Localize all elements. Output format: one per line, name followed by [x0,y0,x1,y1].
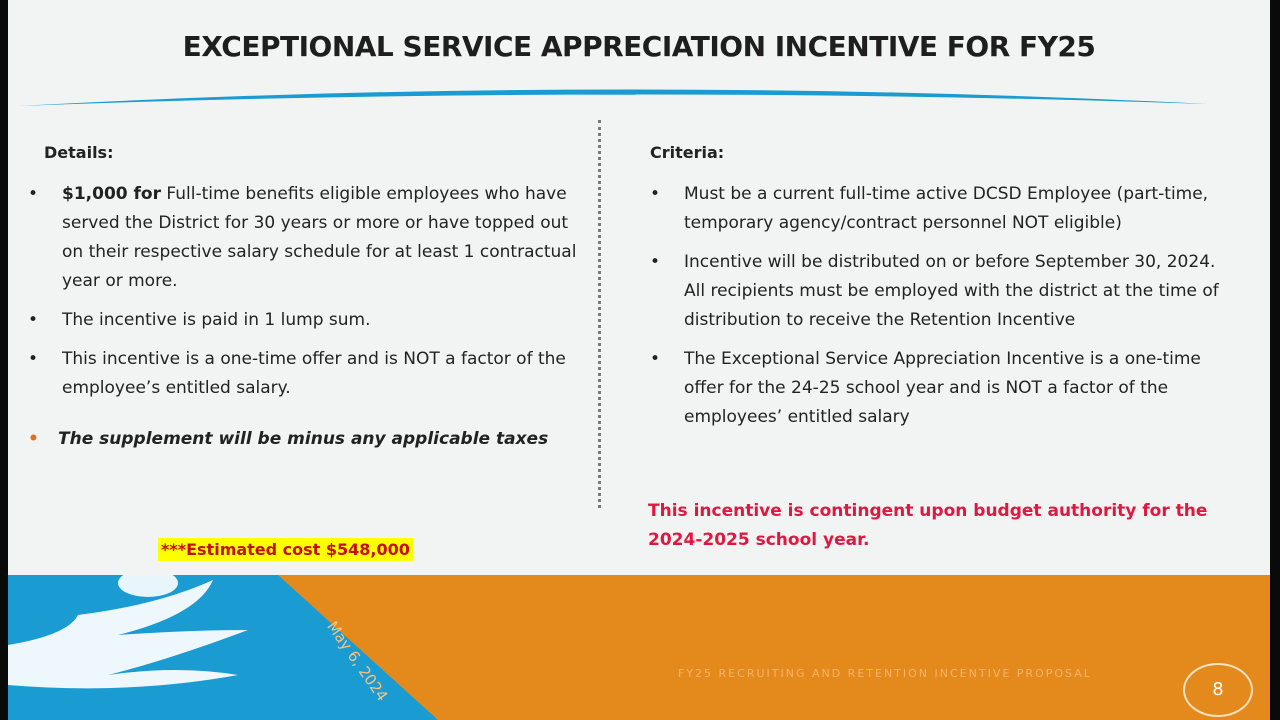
criteria-item [648,248,1238,335]
bullet-icon: • [650,184,661,204]
details-item [28,345,588,403]
bullet-icon: • [650,252,661,272]
presentation-date: May 6, 2024 [323,618,392,705]
criteria-column [648,143,1238,442]
details-item-text: Full-time benefits eligible employees who have served the District for 30 years or more or have topped out on their respective salary schedule for at least 1 contractual year or more. [62,184,577,291]
criteria-item-text: The Exceptional Service Appreciation Incentive is a one-time offer for the 24-25 school year and is NOT a factor of the employees’ entitled salary [684,349,1201,427]
details-list [28,180,588,403]
bullet-icon: • [28,349,39,369]
tax-note-text: The supplement will be minus any applicable taxes [58,429,549,449]
details-heading: Details: [44,143,114,162]
page-number: 8 [1183,663,1253,717]
criteria-item-text: Must be a current full-time active DCSD Employee (part-time, temporary agency/contract personnel NOT eligible) [684,184,1209,233]
column-divider [598,120,601,508]
title-underline-swoosh [8,78,1270,118]
slide-title: EXCEPTIONAL SERVICE APPRECIATION INCENTIVE FOR FY25 [182,30,1096,63]
criteria-heading: Criteria: [650,143,725,162]
bullet-icon: • [28,310,39,330]
slide [8,0,1270,720]
bullet-icon: • [28,429,39,449]
details-item [28,180,588,296]
details-item-text: The incentive is paid in 1 lump sum. [62,310,371,330]
criteria-item [648,180,1238,238]
bullet-icon: • [28,184,39,204]
details-column [28,143,588,449]
bullet-icon: • [650,349,661,369]
details-item-text: This incentive is a one-time offer and is NOT a factor of the employee’s entitled salary. [62,349,566,398]
footer-caption: FY25 RECRUITING AND RETENTION INCENTIVE PROPOSAL [678,667,1092,680]
criteria-list [648,180,1238,432]
criteria-item [648,345,1238,432]
estimated-cost-highlight: ***Estimated cost $548,000 [158,538,413,561]
details-item-amount: $1,000 for [62,184,161,204]
details-item [28,306,588,335]
criteria-item-text: Incentive will be distributed on or before September 30, 2024. All recipients must be employed with the district at the time of distribution to receive the Retention Incentive [684,252,1219,330]
tax-note [28,429,588,449]
footer-banner [8,575,1270,720]
budget-contingency-warning: This incentive is contingent upon budget authority for the 2024-2025 school year. [648,501,1208,550]
